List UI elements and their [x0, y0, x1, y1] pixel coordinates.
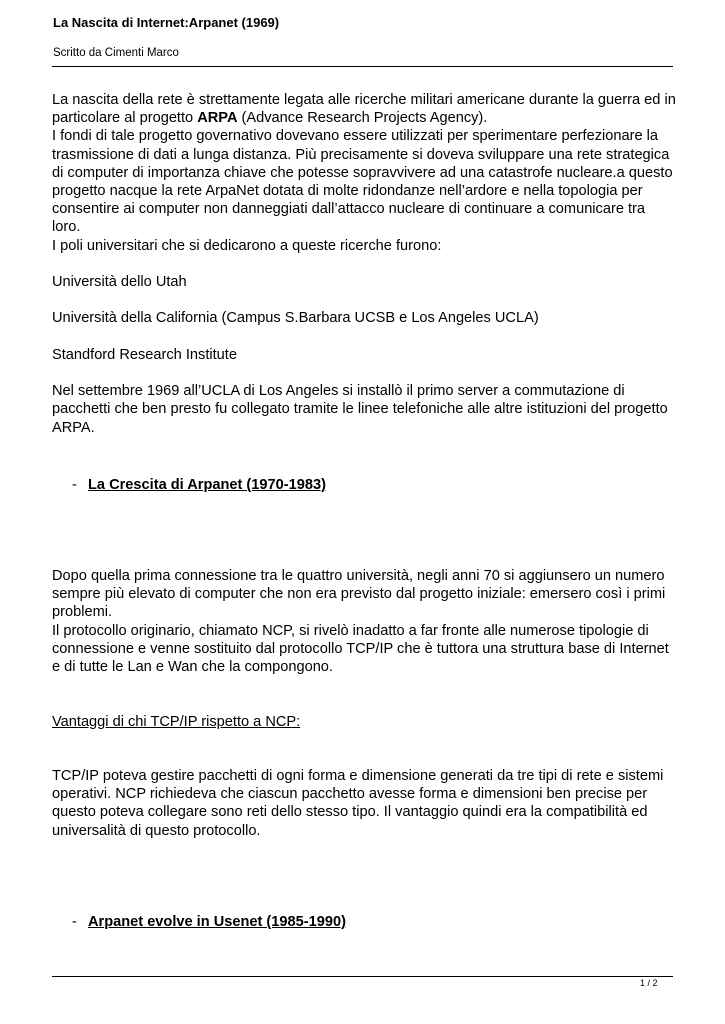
- intro-section: [52, 91, 677, 437]
- header-divider: [52, 66, 673, 67]
- intro-paragraph-3: I poli universitari che si dedicarono a queste ricerche furono:: [52, 237, 442, 254]
- crescita-paragraph-1: Dopo quella prima connessione tra le quattro università, negli anni 70 si aggiunsero un numero sempre più elevato di computer che non era previsto dal progetto iniziale: emersero così i primi problemi.: [52, 568, 666, 621]
- section-heading-usenet: [72, 913, 346, 931]
- university-item: Università della California (Campus S.Barbara UCSB e Los Angeles UCLA): [52, 310, 539, 327]
- university-item: Standford Research Institute: [52, 346, 237, 363]
- vantaggi-body: [52, 767, 677, 840]
- arpa-acronym: ARPA: [197, 110, 238, 127]
- university-item: Università dello Utah: [52, 274, 187, 291]
- intro-paragraph-1-text: La nascita della rete è strettamente legata alle ricerche militari americane durante la guerra ed in particolare al progetto: [52, 92, 676, 127]
- footer-divider: [52, 976, 673, 977]
- heading-dash: -: [72, 477, 77, 493]
- section-heading-text: La Crescita di Arpanet (1970-1983): [88, 477, 326, 493]
- crescita-paragraph-2: Il protocollo originario, chiamato NCP, si rivelò inadatto a far fronte alle numerose tipologie di connessione e venne sostituito dal protocollo TCP/IP che è tuttora una struttura base di Internet e di tutte le Lan e Wan che la compongono.: [52, 622, 669, 676]
- heading-dash: -: [72, 914, 77, 930]
- subsection-heading-vantaggi: [52, 713, 677, 731]
- intro-paragraph-4: Nel settembre 1969 all’UCLA di Los Angeles si installò il primo server a commutazione di pacchetti che ben presto fu collegato tramite le linee telefoniche alle altre istituzioni del progetto ARPA.: [52, 383, 668, 436]
- vantaggi-paragraph: TCP/IP poteva gestire pacchetti di ogni forma e dimensione generati da tre tipi di rete e sistemi operativi. NCP richiedeva che ciascun pacchetto avesse forma e dimensioni ben precise per questo poteva collegare sono reti dello stesso tipo. Il vantaggio quindi era la compatibilità ed universalità di questo protocollo.: [52, 768, 664, 839]
- page-number: 1 / 2: [640, 978, 658, 988]
- section-crescita-body: [52, 567, 677, 676]
- subsection-heading-text: Vantaggi di chi TCP/IP rispetto a NCP:: [52, 714, 301, 730]
- page-header-author: Scritto da Cimenti Marco: [53, 47, 179, 59]
- intro-paragraph-1-end: (Advance Research Projects Agency).: [237, 110, 488, 127]
- intro-paragraph-1: [52, 91, 677, 127]
- page-header-title: La Nascita di Internet:Arpanet (1969): [53, 15, 280, 30]
- intro-paragraph-2: I fondi di tale progetto governativo dovevano essere utilizzati per sperimentare perfezionare la trasmissione di dati a lunga distanza. Più precisamente si doveva sviluppare una rete strategica di computer di importanza chiave che potesse sopravvivere ad una catastrofe nucleare.a questo progetto nacque la rete ArpaNet dotata di molte ridondanze nell’ardore e nella topologia per consentire ai computer non danneggiati dall’attacco nucleare di continuare a comunicare tra loro.: [52, 128, 673, 236]
- section-heading-crescita: [72, 476, 326, 494]
- section-heading-text: Arpanet evolve in Usenet (1985-1990): [88, 914, 346, 930]
